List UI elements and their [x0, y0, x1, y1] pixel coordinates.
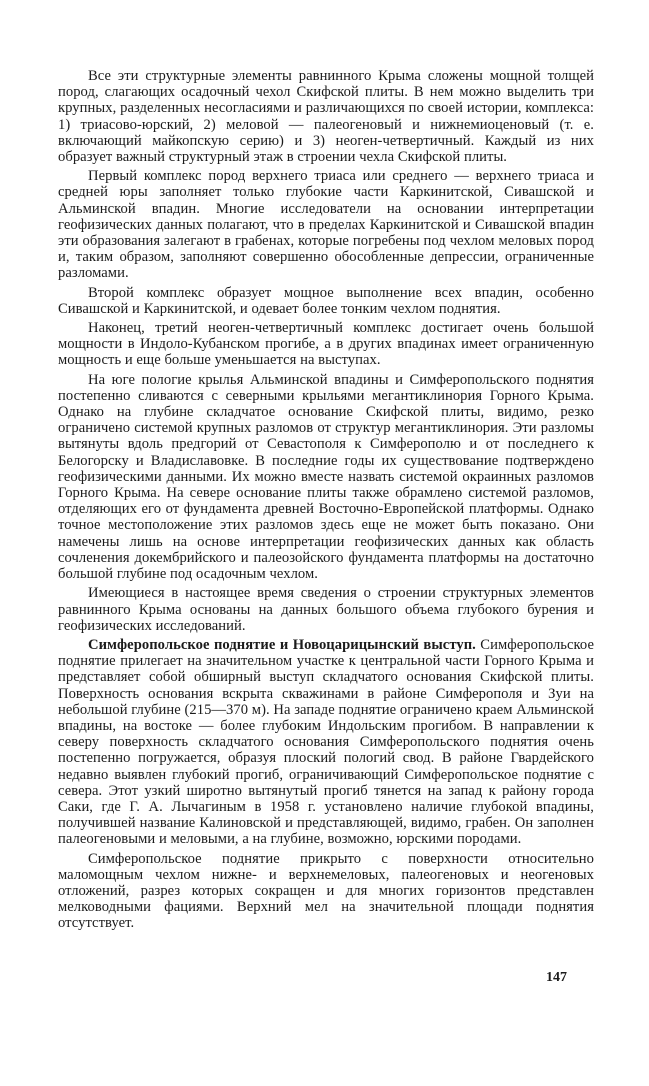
paragraph-structural-elements: Все эти структурные элементы равнинного Крыма сложены мощной толщей пород, слагающих осадочный чехол Скифской плиты. В нем можно выделить три крупных, разделенных несогласиями и различающихся по своей истории, комплекса: 1) триасово-юрский, 2) меловой — палеогеновый и нижнемиоценовый (т. е. включающий майкопскую серию) и 3) неоген-четвертичный. Каждый из них образует важный структурный этаж в строении чехла Скифской плиты.: [58, 68, 594, 166]
page-number: 147: [546, 970, 567, 985]
paragraph-uplift-cover: Симферопольское поднятие прикрыто с поверхности относительно маломощным чехлом нижне- и верхнемеловых, палеогеновых и неогеновых отложений, разрез которых сокращен и для многих горизонтов представлен мелководными фациями. Верхний мел на значительной площади поднятия отсутствует.: [58, 850, 594, 932]
paragraph-third-complex: Наконец, третий неоген-четвертичный комплекс достигает очень большой мощности в Индоло-Кубанском прогибе, а в других впадинах имеет ограниченную мощность и еще больше уменьшается на выступах.: [58, 320, 594, 369]
paragraph-current-data: Имеющиеся в настоящее время сведения о строении структурных элементов равнинного Крыма основаны на данных большого объема глубокого бурения и геофизических исследований.: [58, 585, 594, 634]
page-text: [58, 68, 594, 932]
paragraph-second-complex: Второй комплекс образует мощное выполнение всех впадин, особенно Сивашской и Каркинитской, и одевает более тонким чехлом поднятия.: [58, 284, 594, 317]
paragraph-southern-faults: На юге пологие крылья Альминской впадины и Симферопольского поднятия постепенно сливаются с северными крыльями мегантиклинория Горного Крыма. Однако на глубине складчатое основание Скифской плиты, видимо, резко ограничено системой крупных разломов от структур мегантиклинория. Эти разломы вытянуты вдоль предгорий от Севастополя к Симферополю и от последнего к Белогорску и Владиславовке. В последние годы их существование подтверждено геофизическими данными. Их можно вместе назвать системой окраинных разломов Горного Крыма. На севере основание плиты также обрамлено системой разломов, отделяющих его от фундамента древней Восточно-Европейской платформы. Однако точное местоположение этих разломов здесь еще не может быть показано. Они намечены лишь на основе интерпретации геофизических данных как область сочленения докембрийского и палеозойского фундамента платформы на достаточно большой глубине под осадочным чехлом.: [58, 371, 594, 583]
section-body: Симферопольское поднятие прилегает на значительном участке к центральной части Горного Крыма и представляет собой обширный выступ складчатого основания Скифской плиты. Поверхность основания вскрыта скважинами в районе Симферополя и Зуи на небольшой глубине (215—370 м). На западе поднятие ограничено краем Альминской впадины, на востоке — более глубоким Индольским прогибом. В направлении к северу поверхность складчатого основания Симферопольского поднятия очень постепенно погружается, образуя плоский пологий свод. В районе Гвардейского недавно выявлен глубокий прогиб, ограничивающий Симферопольское поднятие с севера. Этот узкий широтно вытянутый прогиб тянется на запад к району города Саки, где Г. А. Лычагиным в 1958 г. установлено наличие глубокой впадины, получившей название Калиновской и представляющей, видимо, грабен. Он заполнен палеогеновыми и меловыми, а на глубине, возможно, юрскими породами.: [58, 636, 594, 848]
paragraph-first-complex: Первый комплекс пород верхнего триаса или среднего — верхнего триаса и средней юры заполняет только глубокие части Каркинитской, Сивашской и Альминской впадин. Многие исследователи на основании интерпретации геофизических данных полагают, что в пределах Каркинитской и Сивашской впадин эти образования залегают в грабенах, которые погребены под чехлом меловых пород и, таким образом, заполняют совершенно обособленные депрессии, ограниченные разломами.: [58, 168, 594, 282]
paragraph-simferopol-uplift: [58, 637, 594, 848]
section-heading: Симферопольское поднятие и Новоцарицынский выступ.: [88, 636, 476, 653]
